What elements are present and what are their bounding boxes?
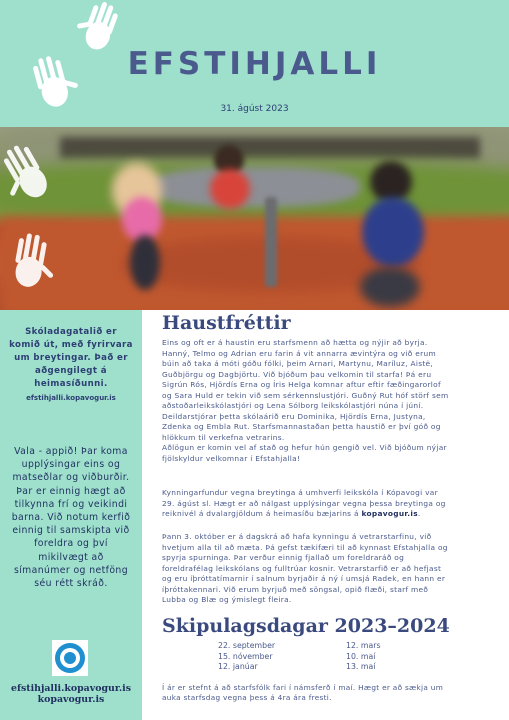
heading-skipulagsdagar: Skipulagsdagar 2023–2024 [162,615,450,637]
playground-photo [0,127,509,310]
calendar-notice: Skóladagatalið er komið út, með fyrirvara um breytingar. Það er aðgengilegt á heimasíðunni. [9,327,133,389]
date-item: 12. janúar [218,662,258,671]
handprint-icon [0,228,60,300]
vala-app-info: Vala - appið! Þar koma upplýsingar eins og matseðlar og viðburðir. Þar er einnig hægt að tilkynna frí og veikindi barna. Við notum kerfið einnig til samskipta við foreldra og því mikilvægt að símanúmer og netföng séu rétt skráð. [11,446,131,590]
date-item: 12. mars [346,641,381,650]
footer-links [4,683,138,705]
date-item: 10. maí [346,651,376,661]
website-link[interactable]: efstihjalli.kopavogur.is [26,394,116,402]
study-trip-note: Í ár er stefnt á að starfsfólk fari í námsferð í maí. Hægt er að sækja um auka starfsdag vegna þess á 4ra ára fresti. [162,683,444,703]
winter-program-paragraph: Þann 3. október er á dagskrá að hafa kynningu á vetrarstarfinu, við hvetjum alla til að mæta. Þá gefst tækifæri til að kynnast Efstahjalla og spyrja spurninga. Þar verður einnig fjallað um foreldraráð og foreldrafélag leikskólans og fulltrúar kosnir. Vetrarstarfið er að hefjast og eru íþróttatímarnir í salnum byrjaðir á ný í umsjá Radek, en hann er íþróttakennari. Við erum byrjuð með söngsal, opið flæði, starf með Lubba og Blæ og ýmislegt fleira. [162,532,448,604]
page-title: EFSTIHJALLI [127,46,382,82]
date-item: 15. nóvember [218,651,273,661]
issue-date: 31. ágúst 2023 [220,104,289,114]
news-text-welcome: Aðlögun er komin vel af stað og hefur hún gengið vel. Við bjóðum nýjar fjölskyldur velkomnar í Efstahjalla! [162,443,447,463]
dates-column-2 [346,641,381,673]
kopavogur-link[interactable]: kopavogur.is [361,509,418,518]
heading-haustfrettir: Haustfréttir [162,312,291,334]
header-banner [0,0,509,127]
handprint-icon [0,135,58,215]
footer-url-efstihjalli[interactable]: efstihjalli.kopavogur.is [10,683,132,694]
date-item: 13. maí [346,662,376,671]
sidebar [0,310,142,720]
news-paragraph [162,338,452,464]
meeting-text-end: . [417,509,421,518]
meeting-paragraph [162,488,452,520]
kopavogur-logo-icon [52,640,88,676]
dates-column-1 [218,641,275,673]
meeting-text: Kynningarfundur vegna breytinga á umhverfi leikskóla í Kópavogi var 29. ágúst sl. Hægt er að nálgast upplýsingar vegna þessa breytinga og reiknivél á dvalargjöldum á heimasíðu bæjarins á [162,488,446,518]
footer-url-kopavogur[interactable]: kopavogur.is [37,694,105,705]
date-item: 22. september [218,641,276,650]
news-text: Eins og oft er á haustin eru starfsmenn að hætta og nýjir að byrja. Hanný, Telmo og Adrian eru farin á vit annarra ævintýra og við erum búin að taka á móti góðu fólki, þeim Arnari, Martynu, Maríluz, Aistė, Guðbjörgu og Dagbjörtu. Við bjóðum þau velkomin til starfa! Þá eru Sigrún Rós, Hjördís Erna og Íris Helga komnar aftur eftir fæðingarorlof og Sara Huld er tekin við sem sérkennslustjóri. Guðný Rut hóf störf sem aðstoðarleikskólastjóri og Lena Sólborg leikskólastjóri núna í júní. Deildarstjórar þetta skólaárið eru Dominika, Hjördís Erna, Justyna, Zdenka og Embla Rut. Starfsmannastaðan þetta haustið er því góð og hlökkum til verkefna vetrarins. [162,338,449,442]
